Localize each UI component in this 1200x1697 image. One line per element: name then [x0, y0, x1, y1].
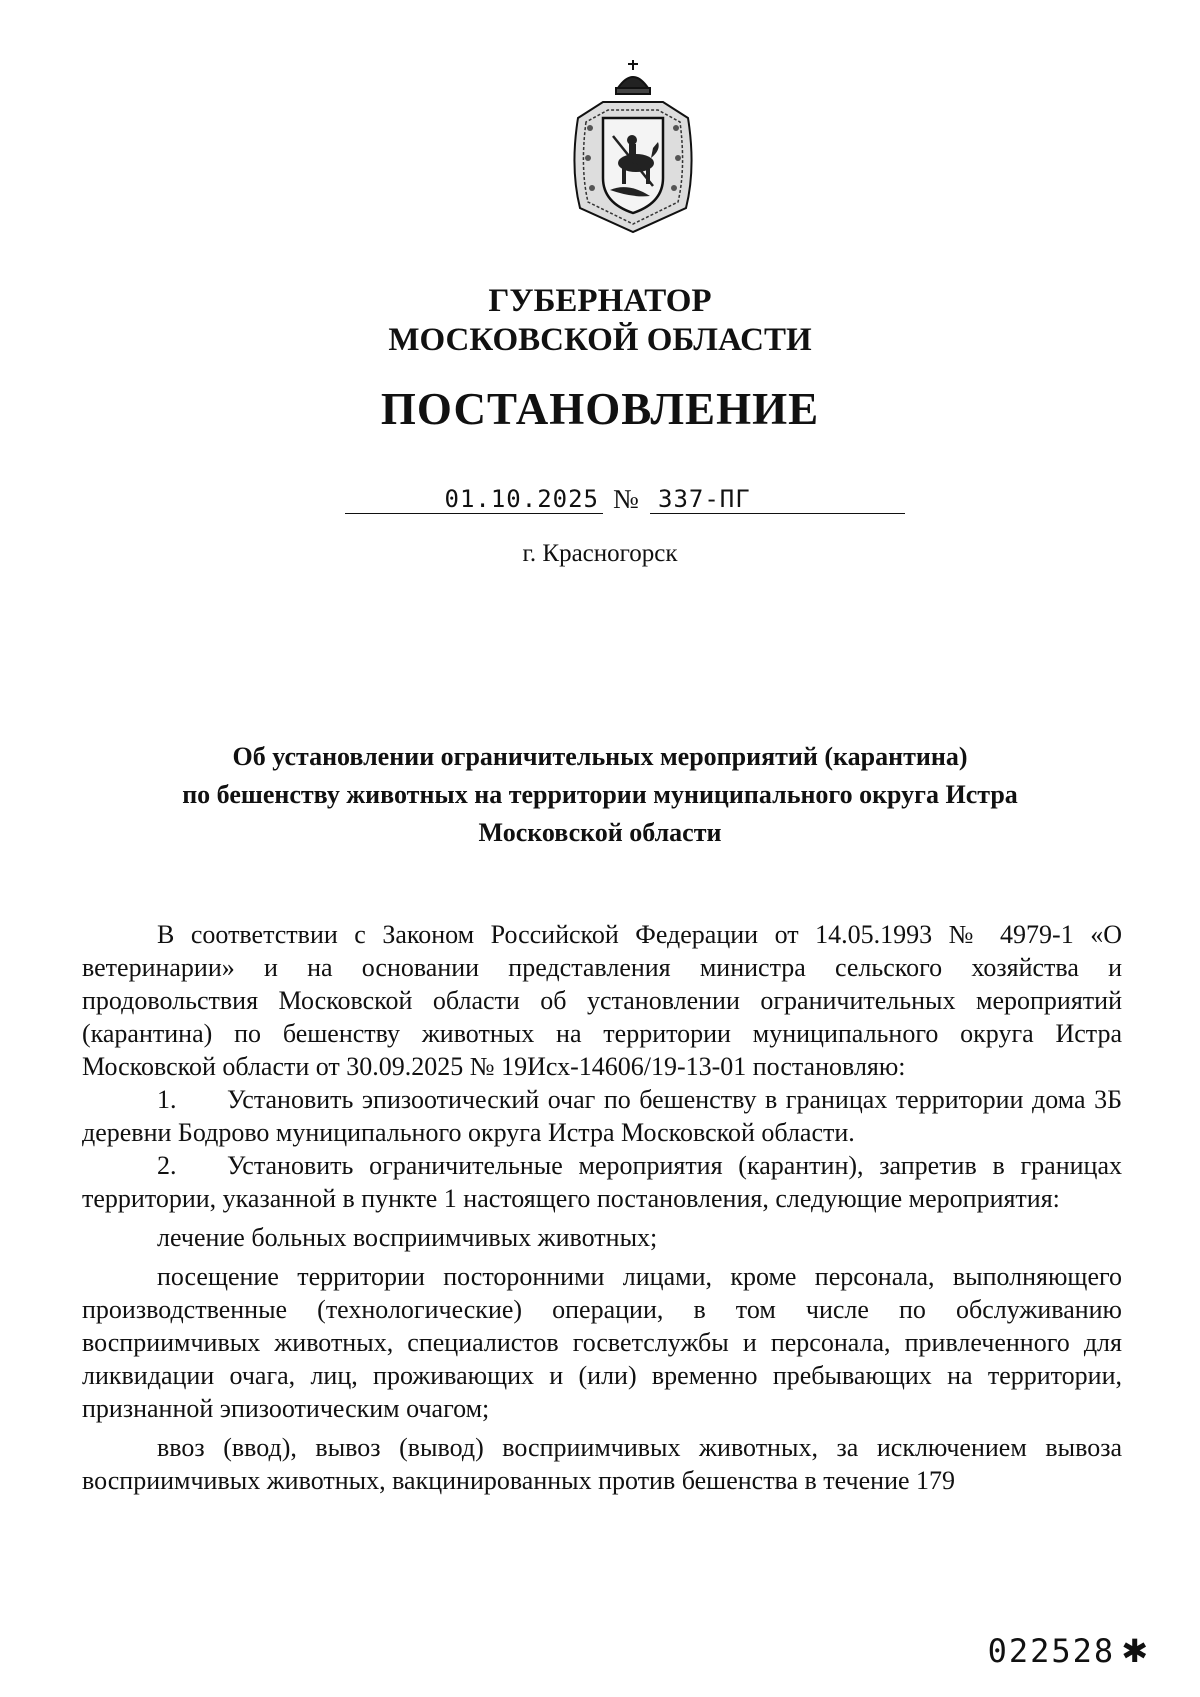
- title-line-2: по бешенству животных на территории муниципального округа Истра: [182, 780, 1018, 809]
- coat-of-arms-icon: [558, 58, 708, 236]
- restriction-1: лечение больных восприимчивых животных;: [157, 1223, 658, 1252]
- authority-line-2: МОСКОВСКОЙ ОБЛАСТИ: [388, 322, 812, 358]
- issuing-authority: [0, 282, 1200, 360]
- serial-number: 022528: [987, 1632, 1116, 1670]
- document-serial-code: [988, 1632, 1150, 1670]
- item-1-number: 1.: [157, 1085, 177, 1114]
- document-number: 337-ПГ: [650, 484, 905, 514]
- title-line-1: Об установлении ограничительных мероприятий (карантина): [232, 742, 968, 771]
- item-2-number: 2.: [157, 1151, 177, 1180]
- restriction-3: ввоз (ввод), вывоз (вывод) восприимчивых животных, за исключением вывоза восприимчивых животных, вакцинированных против бешенства в течение 179: [82, 1433, 1122, 1495]
- number-sign: №: [613, 484, 639, 514]
- document-type: ПОСТАНОВЛЕНИЕ: [380, 384, 820, 434]
- title-line-3: Московской области: [478, 818, 722, 847]
- preamble-paragraph: В соответствии с Законом Российской Федерации от 14.05.1993 № 4979-1 «О ветеринарии» и на основании представления министра сельского хозяйства и продовольствия Московской области об установлении ограничительных мероприятий (карантина) по бешенству животных на территории муниципального округа Истра Московской области от 30.09.2025 № 19Исх-14606/19-13-01 постановляю:: [82, 920, 1122, 1081]
- document-body: [82, 918, 1122, 1497]
- document-date: 01.10.2025: [345, 484, 603, 514]
- document-title: [0, 738, 1200, 852]
- authority-line-1: ГУБЕРНАТОР: [488, 283, 712, 319]
- item-2-paragraph: [82, 1149, 1122, 1215]
- registration-line: [345, 484, 905, 518]
- place-of-issue: г. Красногорск: [522, 540, 678, 567]
- item-1-text: Установить эпизоотический очаг по бешенству в границах территории дома 3Б деревни Бодрово муниципального округа Истра Московской области.: [82, 1085, 1122, 1147]
- asterisk-mark-icon: ✱: [1121, 1632, 1150, 1670]
- restriction-2: посещение территории посторонними лицами, кроме персонала, выполняющего производственные (технологические) операции, в том числе по обслуживанию восприимчивых животных, специалистов госветслужбы и персонала, привлеченного для ликвидации очага, лиц, проживающих и (или) временно пребывающих на территории, признанной эпизоотическим очагом;: [82, 1262, 1122, 1423]
- item-1-paragraph: [82, 1083, 1122, 1149]
- item-2-text: Установить ограничительные мероприятия (карантин), запретив в границах территории, указанной в пункте 1 настоящего постановления, следующие мероприятия:: [82, 1151, 1122, 1213]
